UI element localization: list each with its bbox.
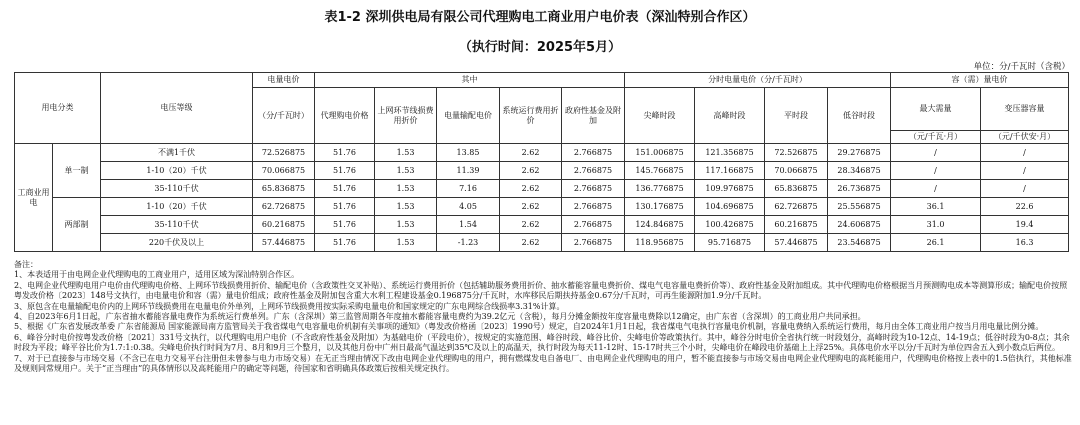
subgroup-single: 单一制: [53, 144, 101, 198]
cell: 70.066875: [765, 162, 828, 180]
cell: 62.726875: [253, 198, 315, 216]
header-maxdemand-unit: （元/千瓦·月）: [891, 131, 981, 144]
cell: 35-110千伏: [101, 216, 253, 234]
cell: /: [981, 180, 1069, 198]
cell: 29.276875: [828, 144, 891, 162]
page-subtitle: （执行时间：2025年5月）: [458, 40, 622, 55]
cell: 109.976875: [695, 180, 765, 198]
cell: 62.726875: [765, 198, 828, 216]
cell: 2.766875: [562, 144, 625, 162]
unit-label: 单位：分/千瓦时（含税）: [973, 62, 1070, 72]
header-transmission: 电量输配电价: [437, 88, 500, 144]
cell: 19.4: [981, 216, 1069, 234]
cell: 1.53: [375, 198, 437, 216]
table-row: [15, 198, 1069, 216]
cell: 2.766875: [562, 234, 625, 252]
header-capacity: 容（需）量电价: [891, 73, 1069, 88]
header-among: 其中: [315, 73, 625, 88]
cell: 1-10（20）千伏: [101, 198, 253, 216]
header-category: 用电分类: [15, 73, 101, 144]
cell: 51.76: [315, 180, 375, 198]
table-row: [15, 234, 1069, 252]
note-item: 7、对于已直接参与市场交易（不含已在电力交易平台注册但未曾参与电力市场交易）在无正当理由情况下改由电网企业代理购电的用户，拥有燃煤发电自备电厂、由电网企业代理购电的用户，暂不能直接参与市场交易由电网企业代理购电的高耗能用户，代理购电价格按上表中的1.5倍执行，其他标准及规则同常规用户。关于“正当理由”的具体情形以及高耗能用户的确定等问题，待国家和省明确具体政策后按相关规定执行。: [14, 353, 1072, 374]
header-flat: 平时段: [765, 88, 828, 144]
cell: -1.23: [437, 234, 500, 252]
note-item: 2、电网企业代理购电用户电价由代理购电价格、上网环节线损费用折价、输配电价（含政策性交叉补贴）、系统运行费用折价（包括辅助服务费用折价、抽水蓄能容量电费折价、煤电气电容量电费折价等）、政府性基金及附加组成。其中代理购电价格根据当月预测购电成本等测算形成；输配电价按照粤发改价格〔2023〕148号文执行，由电量电价和容（需）量电价组成；政府性基金及附加包含重大水利工程建设基金0.196875分/千瓦时，水库移民后期扶持基金0.67分/千瓦时，可再生能源附加1.9分/千瓦时。: [14, 280, 1068, 301]
cell: 2.62: [500, 144, 562, 162]
cell: 16.3: [981, 234, 1069, 252]
note-item: 5、根据《广东省发展改革委 广东省能源局 国家能源局南方监管局关于我省煤电气电容量电价机制有关事项的通知》（粤发改价格函〔2023〕1990号）规定，自2024年1月1日起，我省煤电气电执行容量电价机制，容量电费纳入系统运行费用，每月由全体工商业用户按当月用电量比例分摊。: [14, 322, 1044, 332]
cell: 95.716875: [695, 234, 765, 252]
cell: 72.526875: [253, 144, 315, 162]
cell: 2.62: [500, 180, 562, 198]
cell: 145.766875: [625, 162, 695, 180]
header-transformer: 变压器容量: [981, 88, 1069, 131]
cell: 7.16: [437, 180, 500, 198]
cell: 118.956875: [625, 234, 695, 252]
header-valley: 低谷时段: [828, 88, 891, 144]
cell: 2.62: [500, 216, 562, 234]
cell: 100.426875: [695, 216, 765, 234]
page-title: 表1-2 深圳供电局有限公司代理购电工商业用户电价表（深汕特别合作区）: [324, 10, 756, 25]
cell: 51.76: [315, 144, 375, 162]
header-price-unit: （分/千瓦时）: [253, 88, 315, 144]
cell: 31.0: [891, 216, 981, 234]
cell: 51.76: [315, 198, 375, 216]
cell: 136.776875: [625, 180, 695, 198]
cell: 65.836875: [253, 180, 315, 198]
cell: 1.53: [375, 180, 437, 198]
cell: 36.1: [891, 198, 981, 216]
note-item: 4、自2023年6月1日起，广东省抽水蓄能容量电费作为系统运行费单列。广东（含深圳）第三监管周期各年度抽水蓄能容量电费约为39.2亿元（含税），每月分摊金额按年度容量电费除以12确定，由广东省（含深圳）的工商业用户共同承担。: [14, 312, 866, 322]
cell: 26.1: [891, 234, 981, 252]
cell: 130.176875: [625, 198, 695, 216]
table-row: [15, 162, 1069, 180]
cell: 13.85: [437, 144, 500, 162]
cell: 24.606875: [828, 216, 891, 234]
cell: 2.766875: [562, 198, 625, 216]
note-item: 6、峰谷分时电价按粤发改价格〔2021〕331号文执行，以代理购电用户电价（不含政府性基金及附加）为基础电价（平段电价），按规定的实施范围、峰谷时段、峰谷比价、尖峰电价等政策执行。其中，峰谷分时电价全省执行统一时段划分，高峰时段为10-12点、14-19点；低谷时段为0-8点；其余时段为平段；峰平谷比价为1.7:1:0.38。尖峰电价执行时间为7月、8月和9月三个整月，以及其他月份中广州日最高气温达到35℃及以上的高温天，执行时段为每天11-12时、15-17时共三个小时，尖峰电价在峰段电价基础上上浮25%。具体电价水平以分/千瓦时为单位四舍五入到小数点后两位。: [14, 332, 1070, 353]
cell: 35-110千伏: [101, 180, 253, 198]
cell: 2.62: [500, 162, 562, 180]
cell: 2.62: [500, 234, 562, 252]
cell: 1.53: [375, 234, 437, 252]
notes-section: [14, 260, 1072, 374]
cell: 65.836875: [765, 180, 828, 198]
cell: 不满1千伏: [101, 144, 253, 162]
cell: 26.736875: [828, 180, 891, 198]
cell: 1.53: [375, 162, 437, 180]
notes-heading: 备注：: [14, 260, 38, 269]
header-maxdemand: 最大需量: [891, 88, 981, 131]
cell: /: [981, 162, 1069, 180]
header-loss: 上网环节线损费用折价: [375, 88, 437, 144]
cell: 70.066875: [253, 162, 315, 180]
cell: 28.346875: [828, 162, 891, 180]
cell: 2.766875: [562, 162, 625, 180]
cell: 57.446875: [765, 234, 828, 252]
header-tou: 分时电量电价（分/千瓦时）: [625, 73, 891, 88]
cell: 60.216875: [253, 216, 315, 234]
cell: 2.766875: [562, 180, 625, 198]
header-fund: 政府性基金及附加: [562, 88, 625, 144]
cell: 1.53: [375, 216, 437, 234]
table-row: [15, 180, 1069, 198]
group-label: 工商业用电: [15, 144, 53, 252]
header-voltage: 电压等级: [101, 73, 253, 144]
cell: 2.62: [500, 198, 562, 216]
cell: 57.446875: [253, 234, 315, 252]
cell: 220千伏及以上: [101, 234, 253, 252]
cell: 2.766875: [562, 216, 625, 234]
cell: 1-10（20）千伏: [101, 162, 253, 180]
cell: /: [891, 162, 981, 180]
header-agent: 代理购电价格: [315, 88, 375, 144]
cell: 151.006875: [625, 144, 695, 162]
header-transformer-unit: （元/千伏安·月）: [981, 131, 1069, 144]
table-row: [15, 216, 1069, 234]
cell: 23.546875: [828, 234, 891, 252]
cell: /: [891, 144, 981, 162]
header-high: 高峰时段: [695, 88, 765, 144]
header-system: 系统运行费用折价: [500, 88, 562, 144]
cell: 117.166875: [695, 162, 765, 180]
tariff-table: [14, 72, 1069, 252]
cell: 72.526875: [765, 144, 828, 162]
cell: 25.556875: [828, 198, 891, 216]
header-peak: 尖峰时段: [625, 88, 695, 144]
cell: 1.53: [375, 144, 437, 162]
table-row: [15, 144, 1069, 162]
cell: 51.76: [315, 234, 375, 252]
cell: /: [891, 180, 981, 198]
cell: 60.216875: [765, 216, 828, 234]
cell: 51.76: [315, 162, 375, 180]
cell: 51.76: [315, 216, 375, 234]
note-item: 3、原包含在电量输配电价内的上网环节线损费用在电量电价外单列，上网环节线损费用按实际采购电量电价和国家规定的广东电网综合线损率3.31%计算。: [14, 301, 565, 311]
cell: 22.6: [981, 198, 1069, 216]
subgroup-two: 两部制: [53, 198, 101, 252]
cell: 124.846875: [625, 216, 695, 234]
header-price: 电量电价: [253, 73, 315, 88]
cell: 11.39: [437, 162, 500, 180]
cell: 121.356875: [695, 144, 765, 162]
note-item: 1、本表适用于由电网企业代理购电的工商业用户，适用区域为深汕特别合作区。: [14, 270, 300, 280]
cell: /: [981, 144, 1069, 162]
cell: 1.54: [437, 216, 500, 234]
cell: 104.696875: [695, 198, 765, 216]
cell: 4.05: [437, 198, 500, 216]
